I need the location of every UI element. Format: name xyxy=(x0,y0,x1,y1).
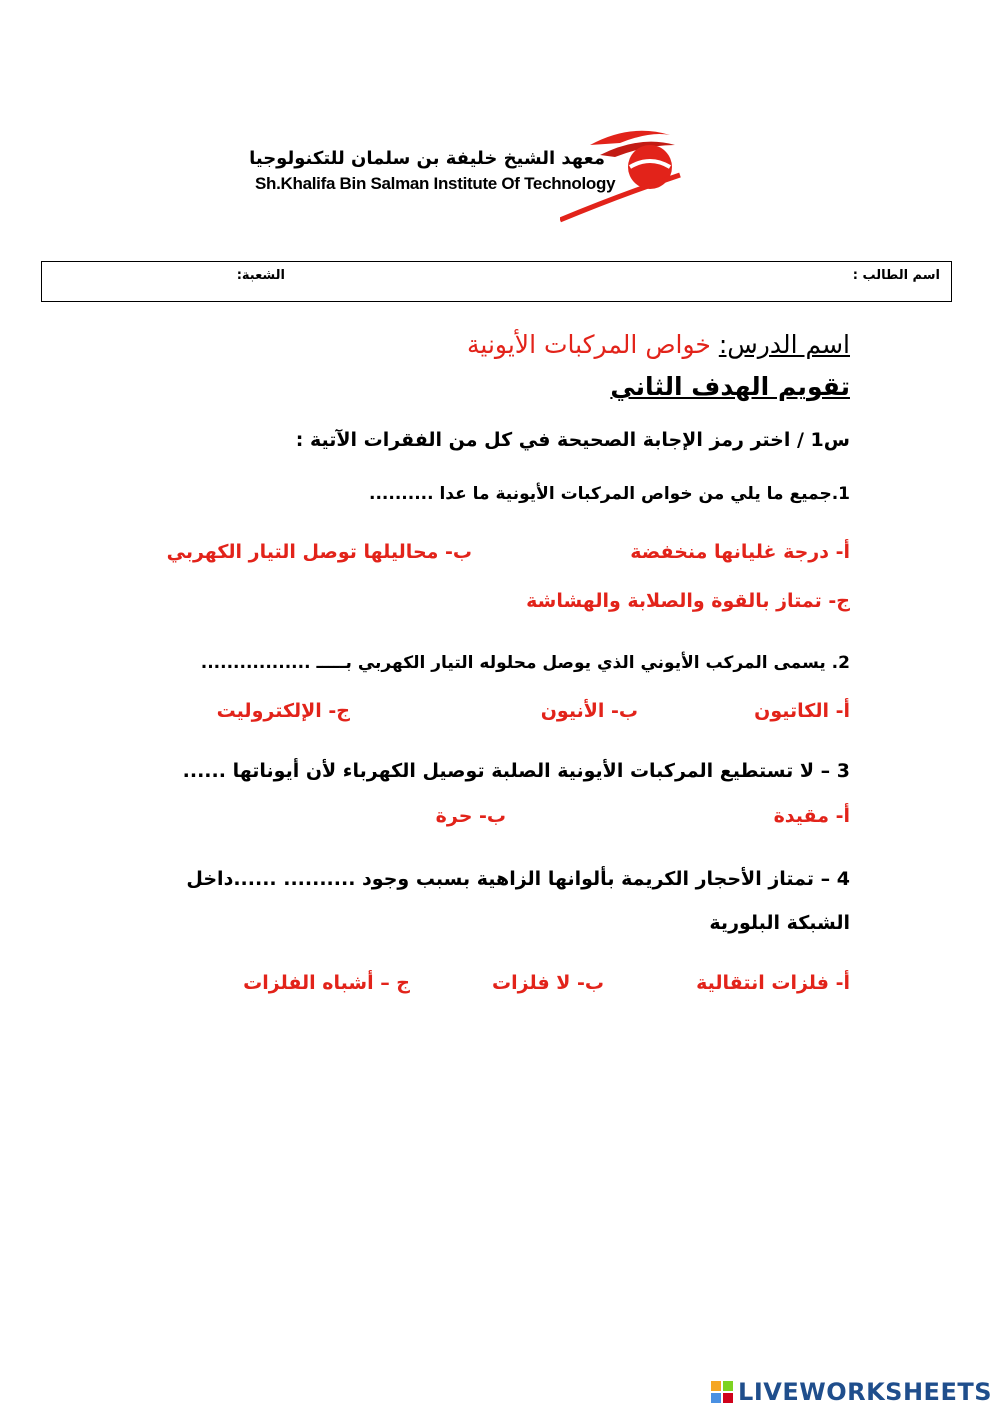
q4-option-c[interactable]: ج – أشباه الفلزات xyxy=(243,972,410,994)
lesson-label: اسم الدرس: xyxy=(718,330,850,359)
student-name-label: اسم الطالب : xyxy=(852,268,940,283)
liveworksheets-logo-icon xyxy=(710,1380,734,1404)
q1-option-b[interactable]: ب- محاليلها توصل التيار الكهربي xyxy=(166,541,472,563)
q3-option-b[interactable]: ب- حرة xyxy=(435,805,506,827)
institute-name-ar: معهد الشيخ خليفة بن سلمان للتكنولوجيا xyxy=(249,148,605,169)
q1-option-a[interactable]: أ- درجة غليانها منخفضة xyxy=(630,541,850,563)
q3-option-a[interactable]: أ- مقيدة xyxy=(773,805,850,827)
q1-option-c[interactable]: ج- تمتاز بالقوة والصلابة والهشاشة xyxy=(526,590,850,612)
goal-heading: تقويم الهدف الثاني xyxy=(610,372,850,401)
question-4: 4 – تمتاز الأحجار الكريمة بألوانها الزاهية بسبب وجود .......... ......داخل xyxy=(186,868,850,890)
question-3: 3 – لا تستطيع المركبات الأيونية الصلبة توصيل الكهرباء لأن أيوناتها ...... xyxy=(182,760,850,782)
question-4-line2: الشبكة البلورية xyxy=(709,912,850,934)
lesson-name: خواص المركبات الأيونية xyxy=(467,330,711,359)
q2-option-a[interactable]: أ- الكاتيون xyxy=(754,700,850,722)
instruction: س1 / اختر رمز الإجابة الصحيحة في كل من الفقرات الآتية : xyxy=(295,429,850,451)
question-1: 1.جميع ما يلي من خواص المركبات الأيونية ما عدا .......... xyxy=(368,484,850,504)
institute-name-en: Sh.Khalifa Bin Salman Institute Of Technology xyxy=(255,174,616,193)
student-info-box xyxy=(41,261,952,302)
section-label: الشعبة: xyxy=(236,268,285,283)
liveworksheets-brand[interactable] xyxy=(710,1379,992,1405)
q2-option-b[interactable]: ب- الأنيون xyxy=(540,700,638,722)
question-2: 2. يسمى المركب الأيوني الذي يوصل محلوله التيار الكهربي بـــــ ................. xyxy=(200,653,850,673)
q4-option-b[interactable]: ب- لا فلزات xyxy=(492,972,604,994)
q4-option-a[interactable]: أ- فلزات انتقالية xyxy=(696,972,850,994)
liveworksheets-text: LIVEWORKSHEETS xyxy=(738,1378,992,1406)
q2-option-c[interactable]: ج- الإلكتروليت xyxy=(216,700,350,722)
lesson-title xyxy=(467,330,850,359)
